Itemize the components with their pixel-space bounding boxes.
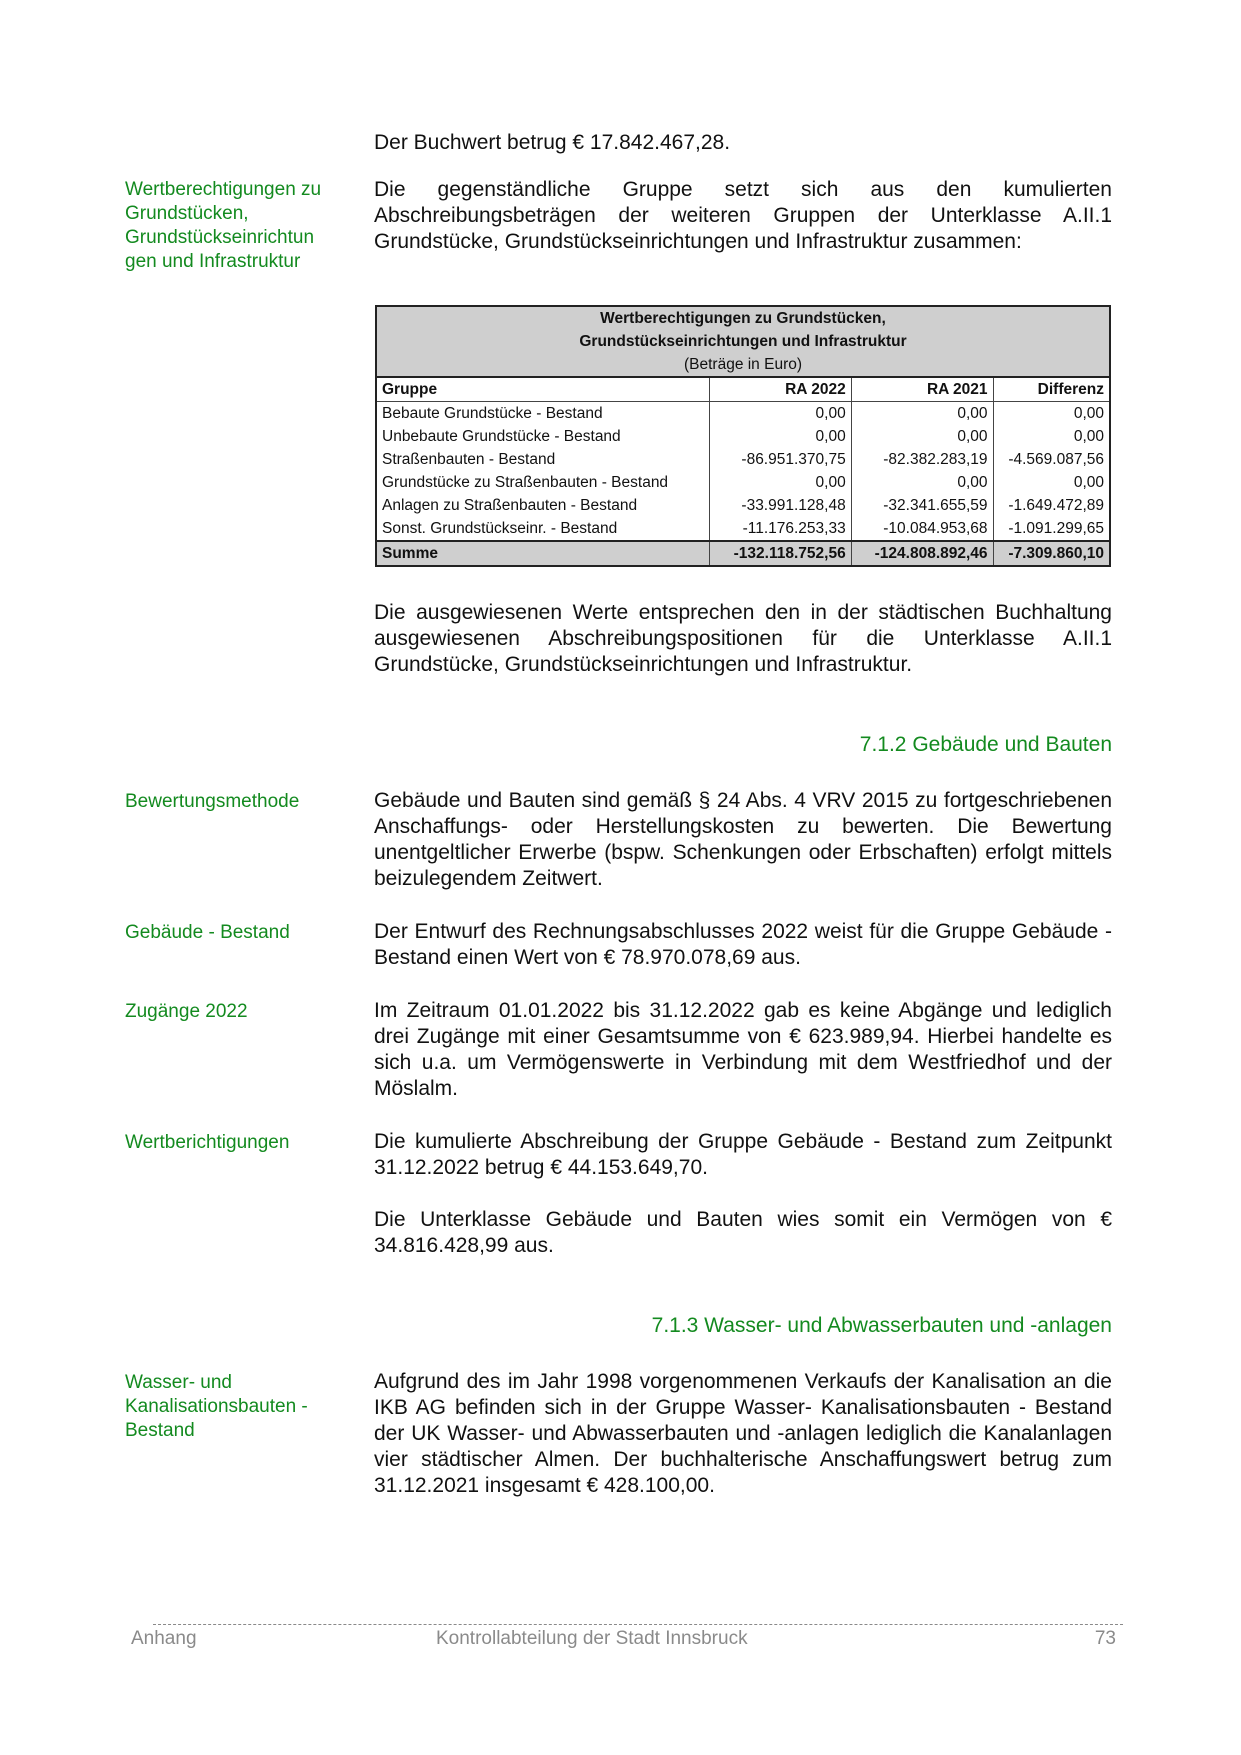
column-header-ra2021: RA 2021: [851, 377, 993, 402]
column-header-gruppe: Gruppe: [376, 377, 709, 402]
paragraph-wasser-kanalisation: Aufgrund des im Jahr 1998 vorgenommenen Verkaufs der Kanalisation an die IKB AG befinden sich in der Gruppe Wasser- Kanalisationsbauten - Bestand der UK Wasser- und Abwasserbauten und -anlagen lediglich die Kanalanlagen vier städtischer Almen. Der buchhalterische Anschaffungswert betrug zum 31.12.2021 insgesamt € 428.100,00.: [374, 1370, 1112, 1497]
column-header-differenz: Differenz: [993, 377, 1110, 402]
footer-center: Kontrollabteilung der Stadt Innsbruck: [436, 1628, 748, 1649]
table-subtitle: (Beträge in Euro): [376, 353, 1110, 377]
intro-sentence: Der Buchwert betrug € 17.842.467,28.: [374, 131, 731, 154]
cell-ra2022: 0,00: [709, 425, 851, 448]
cell-differenz: 0,00: [993, 471, 1110, 494]
cell-ra2021: -32.341.655,59: [851, 494, 993, 517]
cell-differenz: 0,00: [993, 425, 1110, 448]
cell-ra2022: -33.991.128,48: [709, 494, 851, 517]
paragraph-unterklasse-vermoegen: Die Unterklasse Gebäude und Bauten wies somit ein Vermögen von € 34.816.428,99 aus.: [374, 1208, 1112, 1257]
cell-ra2022: 0,00: [709, 402, 851, 426]
cell-ra2021: -82.382.283,19: [851, 448, 993, 471]
cell-gruppe: Bebaute Grundstücke - Bestand: [382, 405, 603, 422]
cell-gruppe: Unbebaute Grundstücke - Bestand: [382, 428, 621, 445]
cell-ra2022: -86.951.370,75: [709, 448, 851, 471]
column-header-ra2022: RA 2022: [709, 377, 851, 402]
table-row: [376, 471, 1110, 494]
table-sum-row: [376, 541, 1110, 566]
cell-differenz: -1.649.472,89: [993, 494, 1110, 517]
cell-gruppe: Sonst. Grundstückseinr. - Bestand: [382, 520, 618, 537]
table-row: [376, 402, 1110, 426]
paragraph-wertberichtigungen: Die kumulierte Abschreibung der Gruppe Gebäude - Bestand zum Zeitpunkt 31.12.2022 betrug € 44.153.649,70.: [374, 1130, 1112, 1179]
wertberichtigungen-table: [375, 305, 1111, 567]
table-row: [376, 494, 1110, 517]
table-row: [376, 448, 1110, 471]
cell-differenz: 0,00: [993, 402, 1110, 426]
table-title-line1: Wertberechtigungen zu Grundstücken,: [376, 306, 1110, 330]
paragraph-gebaeude-bestand: Der Entwurf des Rechnungsabschlusses 2022 weist für die Gruppe Gebäude - Bestand einen Wert von € 78.970.078,69 aus.: [374, 920, 1112, 969]
footer-left: Anhang: [131, 1628, 197, 1649]
table-title-line2: Grundstückseinrichtungen und Infrastruktur: [376, 330, 1110, 353]
paragraph-zugaenge: Im Zeitraum 01.01.2022 bis 31.12.2022 gab es keine Abgänge und lediglich drei Zugänge mit einer Gesamtsumme von € 623.989,94. Hierbei handelte es sich u.a. um Vermögenswerte in Verbindung mit dem Westfriedhof und der Möslalm.: [374, 999, 1112, 1100]
page-number: 73: [1094, 1628, 1116, 1649]
section-heading-7-1-3: 7.1.3 Wasser- und Abwasserbauten und -anlagen: [651, 1314, 1112, 1337]
footer-divider: [153, 1624, 1123, 1625]
paragraph-gruppe-zusammensetzung: Die gegenständliche Gruppe setzt sich aus den kumulierten Abschreibungsbeträgen der weiteren Gruppen der Unterklasse A.II.1 Grundstücke, Grundstückseinrichtungen und Infrastruktur zusammen:: [374, 178, 1112, 253]
table-header-row: [376, 377, 1110, 402]
paragraph-bewertungsmethode: Gebäude und Bauten sind gemäß § 24 Abs. 4 VRV 2015 zu fortgeschriebenen Anschaffungs- oder Herstellungskosten zu bewerten. Die Bewertung unentgeltlicher Erwerbe (bspw. Schenkungen oder Erbschaften) erfolgt mittels beizulegendem Zeitwert.: [374, 789, 1112, 890]
table-row: [376, 517, 1110, 541]
cell-ra2022: -11.176.253,33: [709, 517, 851, 541]
cell-gruppe: Anlagen zu Straßenbauten - Bestand: [382, 497, 638, 514]
cell-ra2022: 0,00: [709, 471, 851, 494]
side-label-wasser-kanalisation: Wasser- und Kanalisationsbauten - Bestand: [125, 1372, 308, 1441]
cell-sum-ra2022: -132.118.752,56: [709, 541, 851, 566]
side-label-wertberichtigungen: Wertberichtigungen: [125, 1132, 290, 1153]
cell-differenz: -4.569.087,56: [993, 448, 1110, 471]
cell-ra2021: 0,00: [851, 402, 993, 426]
cell-differenz: -1.091.299,65: [993, 517, 1110, 541]
cell-sum-ra2021: -124.808.892,46: [851, 541, 993, 566]
table-row: [376, 425, 1110, 448]
cell-sum-differenz: -7.309.860,10: [993, 541, 1110, 566]
cell-sum-label: Summe: [376, 541, 709, 566]
cell-ra2021: -10.084.953,68: [851, 517, 993, 541]
cell-ra2021: 0,00: [851, 471, 993, 494]
side-label-zugaenge-2022: Zugänge 2022: [125, 1001, 248, 1022]
side-label-gebaeude-bestand: Gebäude - Bestand: [125, 922, 290, 943]
section-heading-7-1-2: 7.1.2 Gebäude und Bauten: [859, 733, 1112, 756]
side-label-wertberechtigungen-grundstuecke: Wertberechtigungen zu Grundstücken, Grundstückseinrichtun gen und Infrastruktur: [125, 179, 322, 272]
cell-ra2021: 0,00: [851, 425, 993, 448]
cell-gruppe: Grundstücke zu Straßenbauten - Bestand: [382, 474, 669, 491]
cell-gruppe: Straßenbauten - Bestand: [382, 451, 556, 468]
paragraph-after-table: Die ausgewiesenen Werte entsprechen den in der städtischen Buchhaltung ausgewiesenen Abschreibungspositionen für die Unterklasse A.II.1 Grundstücke, Grundstückseinrichtungen und Infrastruktur.: [374, 601, 1112, 676]
side-label-bewertungsmethode: Bewertungsmethode: [125, 791, 300, 812]
